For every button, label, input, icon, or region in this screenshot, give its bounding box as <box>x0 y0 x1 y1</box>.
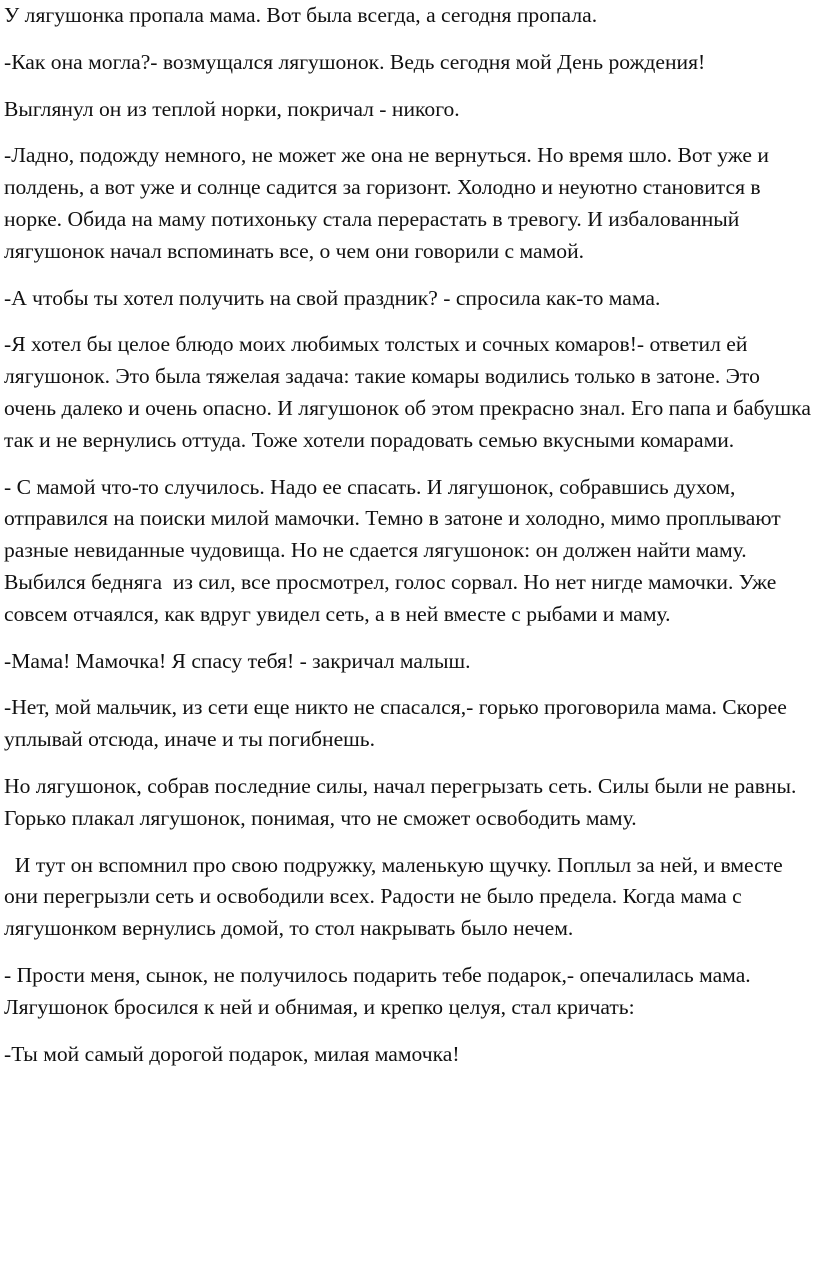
paragraph-12: - Прости меня, сынок, не получилось подарить тебе подарок,- опечалилась мама. Лягушонок бросился к ней и обнимая, и крепко целуя, стал кричать: <box>4 962 757 1019</box>
paragraph-4: -Ладно, подожду немного, не может же она не вернуться. Но время шло. Вот уже и полдень, а вот уже и солнце садится за горизонт. Холодно и неуютно становится в норке. Обида на маму потихоньку стала перерастать в тревогу. И избалованный лягушонок начал вспоминать все, о чем они говорили с мамой. <box>4 143 775 263</box>
paragraph-1: У лягушонка пропала мама. Вот была всегда, а сегодня пропала. <box>4 3 598 27</box>
paragraph-5: -А чтобы ты хотел получить на свой праздник? - спросила как-то мама. <box>4 285 661 310</box>
paragraph-6: -Я хотел бы целое блюдо моих любимых толстых и сочных комаров!- ответил ей лягушонок. Это была тяжелая задача: такие комары водились только в затоне. Это очень далеко и очень опасно. И лягушонок об этом прекрасно знал. Его папа и бабушка так и не вернулись оттуда. Тоже хотели порадовать семью вкусными комарами. <box>4 332 816 452</box>
paragraph-10: Но лягушонок, собрав последние силы, начал перегрызать сеть. Силы были не равны. Горько плакал лягушонок, понимая, что не сможет освободить маму. <box>4 773 802 830</box>
paragraph-3: Выглянул он из теплой норки, покричал - никого. <box>4 96 460 121</box>
document-body <box>4 0 816 1085</box>
paragraph-9: -Нет, мой мальчик, из сети еще никто не спасался,- горько проговорила мама. Скорее уплывай отсюда, иначе и ты погибнешь. <box>4 695 793 752</box>
paragraph-7: - С мамой что-то случилось. Надо ее спасать. И лягушонок, собравшись духом, отправился на поиски милой мамочки. Темно в затоне и холодно, мимо проплывают разные невиданные чудовища. Но не сдается лягушонок: он должен найти маму. Выбился бедняга из сил, все просмотрел, голос сорвал. Но нет нигде мамочки. Уже совсем отчаялся, как вдруг увидел сеть, а в ней вместе с рыбами и маму. <box>4 474 787 626</box>
paragraph-13: -Ты мой самый дорогой подарок, милая мамочка! <box>4 1041 460 1066</box>
paragraph-2: -Как она могла?- возмущался лягушонок. Ведь сегодня мой День рождения! <box>4 49 706 74</box>
paragraph-11: И тут он вспомнил про свою подружку, маленькую щучку. Поплыл за ней, и вместе они перегрызли сеть и освободили всех. Радости не было предела. Когда мама с лягушонком вернулись домой, то стол накрывать было нечем. <box>4 852 789 941</box>
paragraph-8: -Мама! Мамочка! Я спасу тебя! - закричал малыш. <box>4 648 471 673</box>
